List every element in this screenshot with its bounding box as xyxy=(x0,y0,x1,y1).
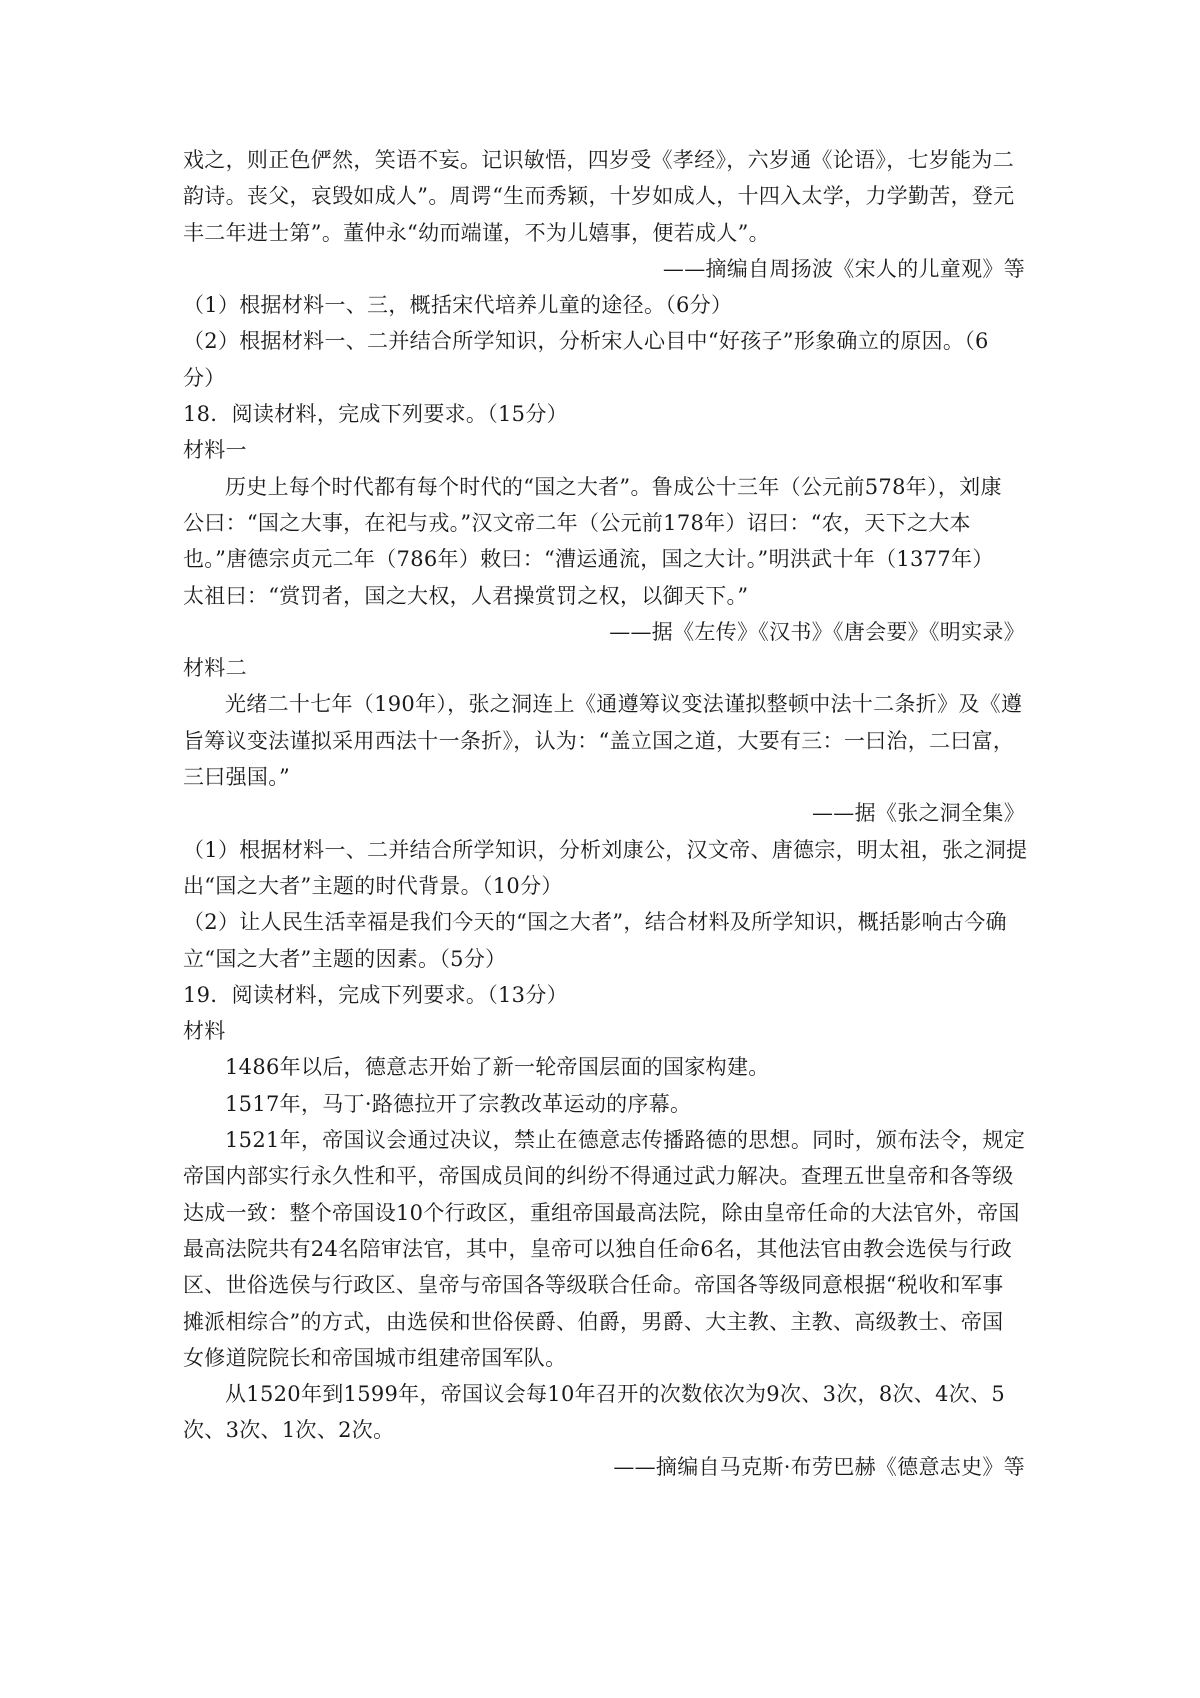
text-line: 分） xyxy=(183,365,226,390)
text-line: 1521年，帝国议会通过决议，禁止在德意志传播路德的思想。同时，颁布法令，规定 xyxy=(225,1128,1026,1153)
text-line: （1）根据材料一、二并结合所学知识，分析刘康公，汉文帝、唐德宗，明太祖，张之洞提 xyxy=(183,837,1028,862)
text-line: 女修道院院长和帝国城市组建帝国军队。 xyxy=(183,1345,567,1370)
text-line: 旨筹议变法谨拟采用西法十一条折》，认为：“盖立国之道，大要有三：一曰治，二曰富， xyxy=(183,728,1015,753)
text-line: 韵诗。丧父，哀毁如成人”。周谔“生而秀颖，十岁如成人，十四入太学，力学勤苦，登元 xyxy=(183,184,1015,209)
text-line: 区、世俗选侯与行政区、皇帝与帝国各等级联合任命。帝国各等级同意根据“税收和军事 xyxy=(183,1273,1004,1298)
text-line: 公曰：“国之大事，在祀与戎。”汉文帝二年（公元前178年）诏曰：“农，天下之大本 xyxy=(183,510,971,535)
text-line: 丰二年进士第”。董仲永“幼而端谨，不为儿嬉事，便若成人”。 xyxy=(183,220,770,245)
text-line: 最高法院共有24名陪审法官，其中，皇帝可以独自任命6名，其他法官由教会选侯与行政 xyxy=(183,1236,1013,1261)
text-line: 1517年，马丁·路德拉开了宗教改革运动的序幕。 xyxy=(225,1091,692,1116)
source-citation: ——据《张之洞全集》 xyxy=(812,801,1025,826)
text-line: 19．阅读材料，完成下列要求。（13分） xyxy=(183,982,568,1007)
text-line: （1）根据材料一、三，概括宋代培养儿童的途径。（6分） xyxy=(183,293,733,318)
source-citation: ——据《左传》《汉书》《唐会要》《明实录》 xyxy=(609,619,1025,644)
text-line: 太祖曰：“赏罚者，国之大权，人君操赏罚之权，以御天下。” xyxy=(183,583,749,608)
text-line: 也。”唐德宗贞元二年（786年）敕曰：“漕运通流，国之大计。”明洪武十年（1377年） xyxy=(183,547,994,572)
text-line: 三曰强国。” xyxy=(183,765,291,790)
source-citation: ——摘编自马克斯·布劳巴赫《德意志史》等 xyxy=(613,1454,1025,1479)
text-line: 从1520年到1599年，帝国议会每10年召开的次数依次为9次、3次，8次、4次、5 xyxy=(225,1382,1006,1407)
text-line: 摊派相综合”的方式，由选侯和世俗侯爵、伯爵，男爵、大主教、主教、高级教士、帝国 xyxy=(183,1309,1004,1334)
text-line: （2）根据材料一、二并结合所学知识，分析宋人心目中“好孩子”形象确立的原因。（6 xyxy=(183,329,989,354)
text-line: 历史上每个时代都有每个时代的“国之大者”。鲁成公十三年（公元前578年），刘康 xyxy=(225,474,1002,499)
text-line: 材料二 xyxy=(183,656,247,681)
text-line: 出“国之大者”主题的时代背景。（10分） xyxy=(183,873,563,898)
text-line: 18．阅读材料，完成下列要求。（15分） xyxy=(183,402,568,427)
source-citation: ——摘编自周扬波《宋人的儿童观》等 xyxy=(662,256,1025,281)
text-line: 1486年以后，德意志开始了新一轮帝国层面的国家构建。 xyxy=(225,1055,770,1080)
text-line: 次、3次、1次、2次。 xyxy=(183,1418,395,1443)
text-line: 立“国之大者”主题的因素。（5分） xyxy=(183,946,507,971)
text-line: 材料一 xyxy=(183,438,247,463)
text-line: 光绪二十七年（190年），张之洞连上《通遵筹议变法谨拟整顿中法十二条折》及《遵 xyxy=(225,692,1023,717)
text-line: 材料 xyxy=(183,1019,226,1044)
document-page xyxy=(183,142,1028,1485)
text-line: 帝国内部实行永久性和平，帝国成员间的纠纷不得通过武力解决。查理五世皇帝和各等级 xyxy=(183,1164,1014,1189)
text-line: 戏之，则正色俨然，笑语不妄。记识敏悟，四岁受《孝经》，六岁通《论语》，七岁能为二 xyxy=(183,148,1014,172)
text-line: 达成一致：整个帝国设10个行政区，重组帝国最高法院，除由皇帝任命的大法官外，帝国 xyxy=(183,1200,1020,1225)
text-line: （2）让人民生活幸福是我们今天的“国之大者”，结合材料及所学知识，概括影响古今确 xyxy=(183,910,1007,935)
